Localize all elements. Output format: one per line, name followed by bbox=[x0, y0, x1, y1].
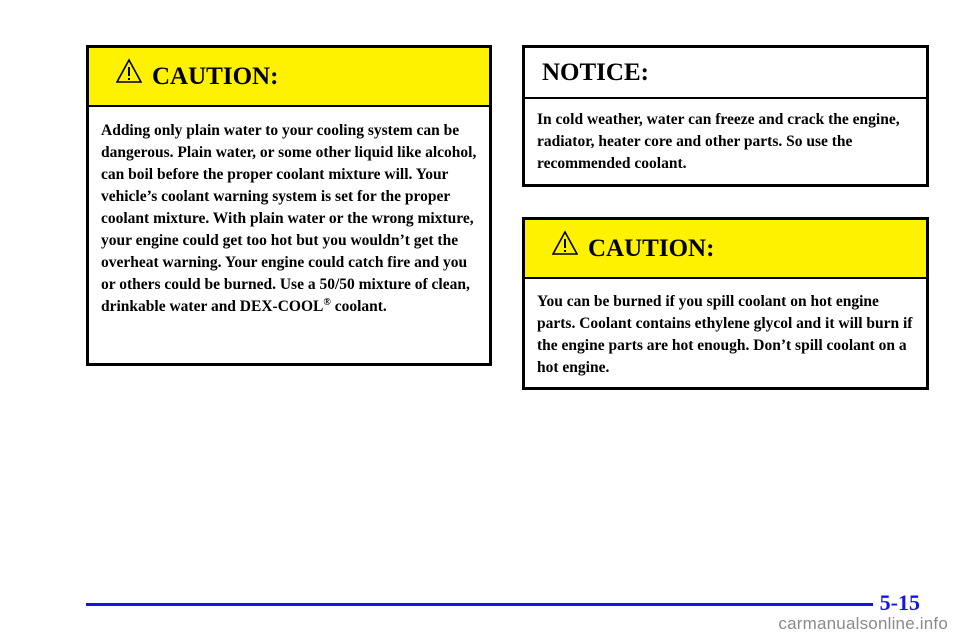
caution-header-left bbox=[89, 48, 489, 107]
page-number: 5-15 bbox=[879, 590, 920, 615]
notice-title: NOTICE: bbox=[542, 58, 649, 86]
caution-box-left bbox=[86, 45, 492, 366]
notice-header bbox=[525, 48, 926, 99]
caution-title-left: CAUTION: bbox=[152, 62, 279, 90]
watermark: carmanualsonline.info bbox=[778, 614, 948, 633]
caution-title-right: CAUTION: bbox=[588, 234, 715, 262]
caution-text-main: Adding only plain water to your cooling system can be dangerous. Plain water, or some other liquid like alcohol, can boil before the proper coolant mixture will. Your vehicle’s coolant warning system is set for the proper coolant mixture. With plain water or the wrong mixture, your engine could get too hot but you wouldn’t get the overheat warning. Your engine could catch fire and you or others could be burned. Use a 50/50 mixture of clean, drinkable water and DEX-COOL bbox=[101, 122, 477, 315]
notice-text: In cold weather, water can freeze and crack the engine, radiator, heater core and other parts. So use the recommended coolant. bbox=[537, 111, 900, 172]
notice-box bbox=[522, 45, 929, 187]
footer-divider bbox=[86, 603, 873, 606]
caution-header-right bbox=[525, 220, 926, 279]
warning-triangle-icon bbox=[552, 230, 578, 256]
warning-triangle-icon bbox=[116, 58, 142, 84]
caution-text-left bbox=[89, 107, 489, 318]
registered-mark: ® bbox=[323, 296, 331, 308]
caution-text-end: coolant. bbox=[330, 298, 387, 315]
caution-box-right bbox=[522, 217, 929, 390]
caution-text-right: You can be burned if you spill coolant on hot engine parts. Coolant contains ethylene glycol and it will burn if the engine parts are hot enough. Don’t spill coolant on a hot engine. bbox=[537, 293, 913, 376]
